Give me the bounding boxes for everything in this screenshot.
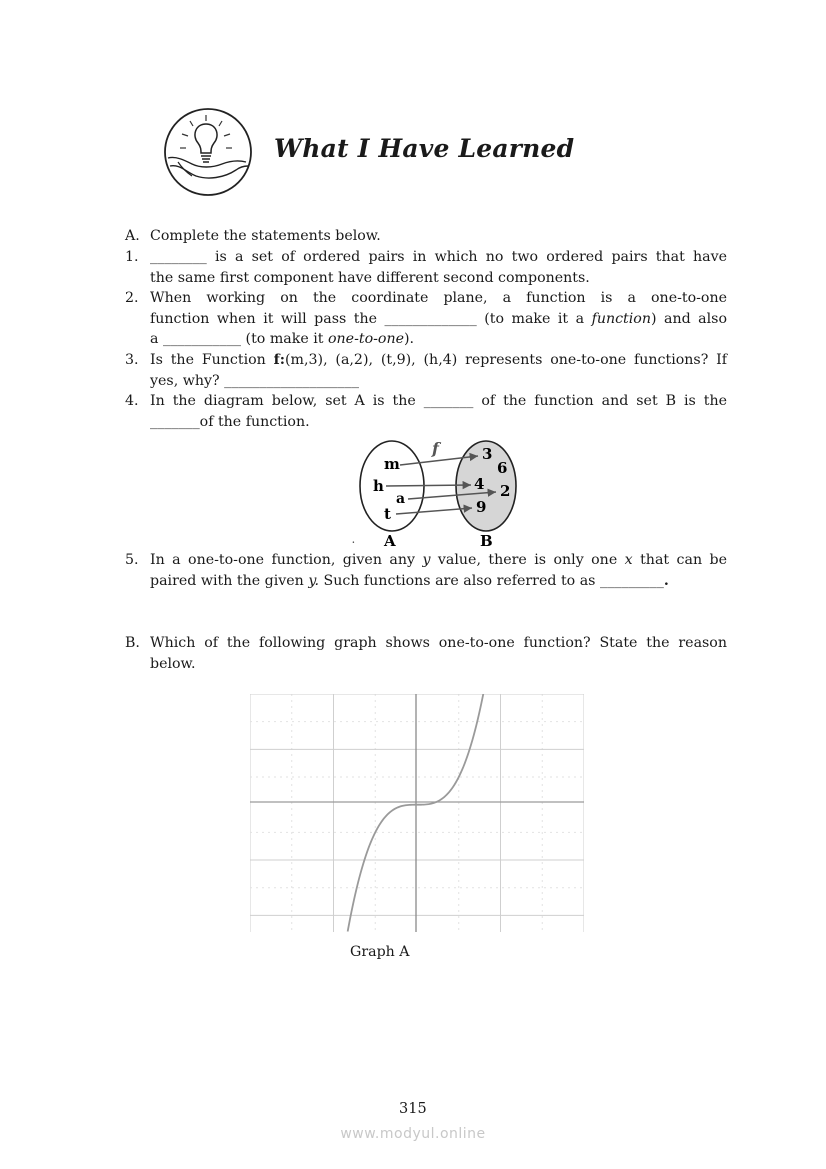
set-b-element: 4	[474, 475, 485, 493]
text-segment: ) and also	[650, 310, 727, 327]
text-segment: of the function.	[199, 413, 310, 430]
text-segment: value, there is only one	[437, 552, 618, 568]
set-b-element: 9	[476, 498, 487, 516]
item-number: 1.	[125, 249, 139, 265]
text-segment: Such functions are also referred to as	[323, 572, 596, 589]
text-segment: the same first component have different second components.	[150, 269, 590, 286]
blank: _______	[423, 393, 474, 409]
page-title: What I Have Learned	[274, 134, 575, 163]
text-segment: yes, why?	[150, 372, 220, 389]
item-number: 2.	[125, 290, 139, 306]
text-segment: y.	[308, 572, 319, 589]
text-segment: x	[624, 552, 633, 568]
text-segment: (m,3), (a,2), (t,9), (h,4) represents one-to-one functions? If	[285, 352, 728, 368]
set-b-element: 3	[482, 445, 493, 463]
set-a-name: A	[384, 532, 396, 550]
text-segment: Is the Function	[150, 352, 266, 368]
page-number: 315	[399, 1101, 427, 1117]
text-segment: ).	[403, 331, 415, 347]
text-segment: that can be	[640, 552, 727, 568]
function-label: f	[432, 439, 439, 458]
section-b-text	[150, 633, 727, 674]
text-segment: (to make it	[245, 331, 324, 347]
set-a-element: a	[396, 491, 406, 507]
text-segment: In a one-to-one function, given any	[150, 552, 416, 568]
set-a-element: m	[384, 455, 400, 473]
svg-text:.: .	[352, 535, 355, 545]
text-segment: below.	[150, 655, 196, 672]
set-a-element: h	[373, 477, 384, 495]
text-segment: paired with the given	[150, 572, 304, 589]
text-segment: (to make it a	[484, 310, 585, 327]
set-b-name: B	[480, 532, 493, 550]
blank: ___________	[162, 331, 242, 347]
text-segment: of the function and set B is the	[481, 393, 728, 409]
item-number: 5.	[125, 552, 139, 568]
text-segment: When working on the coordinate plane, a function is a one-to-one	[150, 290, 727, 306]
text-segment: function	[591, 310, 651, 327]
text-segment: .	[663, 572, 669, 589]
blank: ___________________	[224, 372, 359, 389]
text-segment: f:	[273, 352, 286, 368]
section-b-label: B.	[125, 635, 140, 651]
set-b-element: 6	[497, 459, 508, 477]
blank: ________	[150, 249, 207, 265]
text-segment: function when it will pass the	[150, 310, 377, 327]
set-a-element: t	[384, 505, 391, 523]
blank: _________	[599, 572, 664, 589]
text-segment: In the diagram below, set A is the	[150, 393, 416, 409]
text-segment: a	[150, 331, 159, 347]
section-a-label: A.	[125, 228, 140, 244]
graph-caption: Graph A	[350, 944, 410, 960]
item-number: 3.	[125, 352, 139, 368]
set-b-element: 2	[500, 482, 511, 500]
section-a-intro: Complete the statements below.	[150, 228, 381, 244]
text-segment: is a set of ordered pairs in which no two ordered pairs that have	[214, 249, 727, 265]
blank: _______	[150, 413, 200, 430]
blank: _____________	[384, 310, 477, 327]
watermark: www.modyul.online	[340, 1126, 486, 1142]
graph-a	[250, 694, 584, 932]
item-number: 4.	[125, 393, 139, 409]
text-segment: Which of the following graph shows one-to-one function? State the reason	[150, 635, 727, 651]
text-segment: y	[422, 552, 431, 568]
text-segment: one-to-one	[328, 331, 404, 347]
